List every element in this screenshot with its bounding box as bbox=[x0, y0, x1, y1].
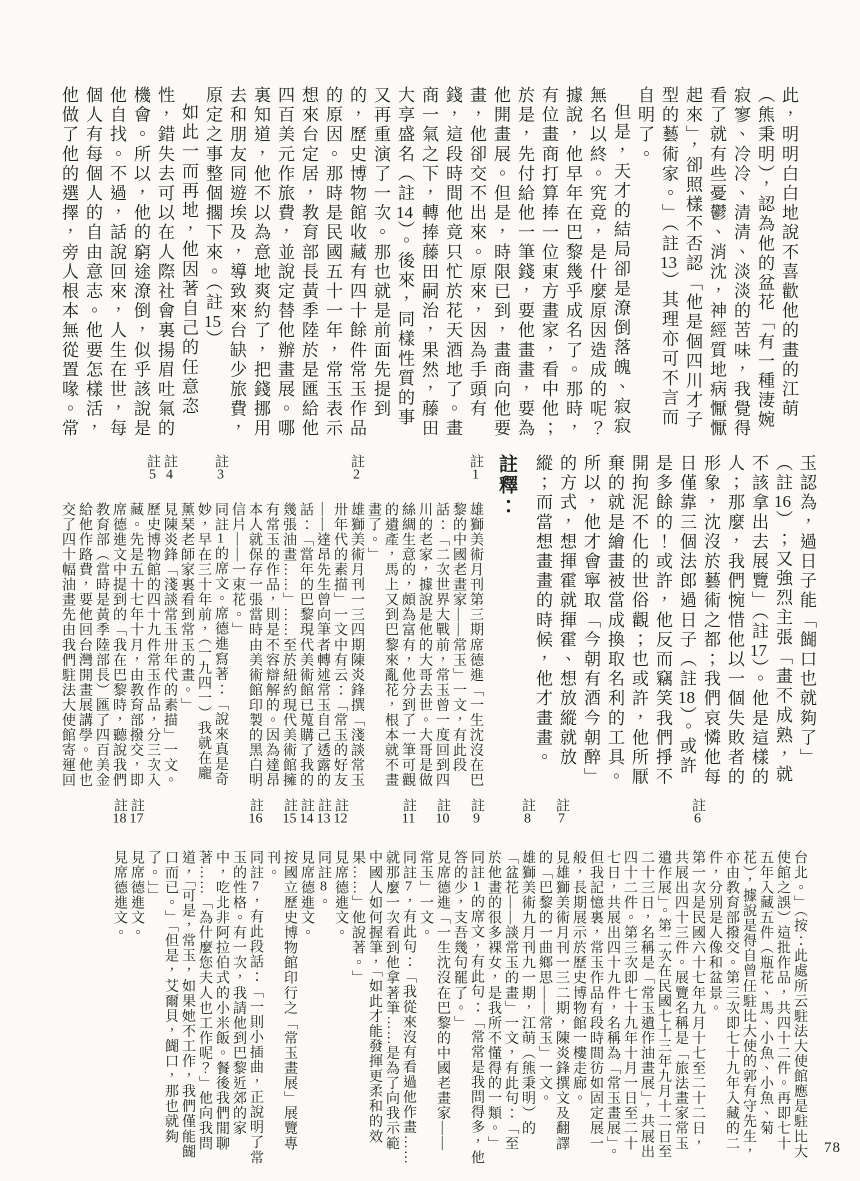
note-14 bbox=[298, 798, 315, 1166]
note-16 bbox=[145, 798, 264, 1166]
paragraph: 但是，天才的結局卻是潦倒落魄、寂寂無名以終。究竟，是什麼原因造成的呢？據說，他早年在巴黎幾乎成名了。那時，有位畫商打算捧一位東方畫家，看中他；於是，先付給他一筆錢，要他畫畫，要為他開畫展。但是，時限已到，畫商向他要畫，他卻交不出來。原來，因為手頭有錢，這段時間他竟只忙於花天酒地了。畫商一氣之下，轉捧藤田嗣治，果然，藤田大享盛名（註14）。後來，同樣性質的事又再重演了一次。那也就是前面先提到的，歷史博物館收藏有四十餘件常玉作品的原因。那時是民國五十一年，常玉表示想來台定居，教育部長黃季陸於是匯給他四百美元作旅費，並說定替他辦畫展。哪裏知道，他不以為意地爽約了，把錢挪用去和朋友同遊埃及，導致來台缺少旅費，原定之事整個擱下來。（註15） bbox=[203, 86, 630, 439]
note-text: 雄獅美術月刊第三期席德進「一生沈沒在巴黎的中國老畫家——常玉」一文，有此段話：「二次世界大戰前，常玉曾一度回到四川的老家，據說是他的大哥去世。大哥是做絲綢生意的，頗為富有，他分到了一筆可觀的遺產，馬上又到巴黎來亂花，根本就不畫畫了。」 bbox=[366, 502, 483, 788]
notes-section-header: 註釋： bbox=[496, 454, 517, 517]
note-18 bbox=[111, 798, 128, 1166]
note-text: 同註1的席文。席德進寫著：「說來真是奇妙，早在三十年前，（一九四一）我就在龐薰琹老師家裏看到常玉的畫。」 bbox=[179, 502, 228, 787]
note-6 bbox=[570, 798, 706, 1166]
note-text: 見席德進文。 bbox=[333, 850, 348, 941]
note-number: 註6 bbox=[690, 798, 705, 826]
notes-bottom-band bbox=[26, 798, 808, 1166]
note-number: 註13 bbox=[316, 798, 331, 826]
note-number: 註11 bbox=[401, 798, 416, 826]
note-number: 註12 bbox=[333, 798, 348, 826]
note-text: 按國立歷史博物館印行之「常玉畫展」展覽專刊。 bbox=[265, 850, 297, 1151]
paragraph-continued: 玉認為，過日子能「餬口也就夠了」（註16）；又強烈主張「畫不成熟，就不該拿出去展覽」（註17）。他是這樣的人；那麼，我們惋惜他以一個失敗者的形象，沈沒於藝術之都；我們哀憐他每日僅靠三個法郎過日子（註18）。或許是多餘的！或許，他反而竊笑我們掙不開拘泥不化的世俗觀；也或許，他所厭棄的就是繪畫被當成換取名利的工具。所以，他才會寧取「今朝有酒今朝醉」的方式，想揮霍就揮霍、想放縱就放縱；而當想畫畫的時候，他才畫畫。 bbox=[533, 454, 816, 788]
main-text-top-band bbox=[48, 86, 800, 442]
note-3 bbox=[178, 454, 229, 790]
note-number: 註4 bbox=[162, 454, 177, 482]
note-2 bbox=[229, 454, 365, 790]
note-text: 同註8。 bbox=[316, 850, 331, 910]
notes-middle-band bbox=[18, 454, 818, 790]
note-text: 同註7，有此段話：「一則小插曲，正說明了常玉的性格。有一次，我請他到巴黎近郊的家中，吃北非阿拉伯式的小米飯。餐後我們閒聊著……「為什麼您夫人也工作呢？」他向我問道，「可是，常玉，如果她不工作，我們僅能餬口而已。」「但是，艾爾貝，餬口，那也就夠了。」」 bbox=[146, 850, 263, 1166]
note-text: 見席德進文。 bbox=[299, 850, 314, 941]
note-text: 見席德進文。 bbox=[112, 850, 127, 941]
note-text: 同註7，有此句：「我從來沒有看過他作畫……就那麼一次看到他拿著筆……是為了向我示範中國人如何握筆，「如此才能發揮更柔和的效果……」他說著。」 bbox=[350, 850, 416, 1166]
page-number: 78 bbox=[824, 1140, 841, 1156]
note-number: 註18 bbox=[112, 798, 127, 826]
note-13 bbox=[315, 798, 332, 1166]
note-text: 見雄獅美術月刊一三二期，陳炎鋒撰文及翻譯的「巴黎的一曲鄉思——常玉」一文。 bbox=[537, 850, 569, 1151]
note-number: 註5 bbox=[145, 454, 160, 482]
note-number: 註17 bbox=[129, 798, 144, 826]
note-5-continuation: 台北。」（按：此處所云駐法大使館應是駐比大使館之誤）這批作品，共四十二件。再即七十五年入藏五件（瓶花、馬、小魚、小魚、菊花），據說是得自曾任駐比大使的郭有守先生，亦由教育部撥交。第三次即七十九年入藏的二件，分別是人像和盆景。 bbox=[707, 850, 807, 1160]
note-9 bbox=[451, 798, 485, 1166]
note-number: 註7 bbox=[554, 798, 569, 826]
note-number: 註2 bbox=[349, 454, 364, 482]
note-number: 註9 bbox=[469, 798, 484, 826]
note-text: 第一次是民國六十七年九月十七至二十二日，共展出四十三件。展覽名稱是「旅法畫家常玉遺作展」。第二次在民國七十三年九月十二日至二十三日，名稱是「常玉遺作油畫展」，共展出四十二件。第三次即七十九年十月一日至二十七日，共展出四十九件，名稱為「常玉畫展」。但我記憶裏，常玉作品有段時間彷如固定展一般，長期展示於歷史博物館一樓走廊。 bbox=[571, 850, 705, 1160]
note-15 bbox=[264, 798, 298, 1166]
note-8 bbox=[485, 798, 536, 1166]
note-text: 雄獅美術月刊一三四期陳炎鋒撰「淺談常玉卅年代的素描」一文中有云：「常玉的好友——達昂先生曾向筆者轉述常玉自己透露的話：「當年的巴黎現代美術館已蒐購了我的幾張油畫……」……至於紐約現代美術館擁有常玉的作品，則是不容辯解的。因為達昂本人就保存一張當時由美術館印製的黑白明信片——一束花。」 bbox=[230, 502, 364, 788]
note-text: 見席德進文。 bbox=[129, 850, 144, 941]
note-number: 註14 bbox=[299, 798, 314, 826]
note-number: 註1 bbox=[468, 454, 483, 482]
note-text: 見席德進「一生沈沒在巴黎的中國老畫家——常玉」一文。 bbox=[418, 850, 450, 1151]
note-5 bbox=[59, 454, 161, 790]
note-number: 註15 bbox=[282, 798, 297, 826]
note-7 bbox=[536, 798, 570, 1166]
note-1 bbox=[365, 454, 484, 790]
paragraph: 如此一而再地，他因著自己的任意恣性，錯失去可以在人際社會裏揚眉吐氣的機會。所以，他的窮途潦倒，似乎該說是他自找。不過，話說回來，人生在世，每個人有每個人的自由意志。他要怎樣活，他做了他的選擇，旁人根本無從置喙。常 bbox=[59, 86, 198, 439]
note-number: 註16 bbox=[248, 798, 263, 826]
note-text: 歷史博物館的四十九件常玉作品，分三次入藏。先是五十七年十月，由教育部撥交，即席德進文中提到的「我在巴黎時，聽說我們教育部（當時是黃季陸部長）匯了四百美金給他作路費，要他回台灣開畫展講學。他也交了四十幅油畫先由我們駐法大使館寄運回 bbox=[60, 502, 160, 788]
note-10 bbox=[417, 798, 451, 1166]
note-text: 同註1的席文，有此句：「常常是我問得多，他答的少，支吾幾句罷了。」 bbox=[452, 850, 484, 1166]
paragraph: 此，明明白白地說不喜歡他的畫的江萌（熊秉明），認為他的盆花「有一種淒婉寂寥、冷冷、清清、淡淡的苦味，我覺得看了就有些憂鬱、消沈，神經質地病懨懨起來」，卻照樣不否認「他是個四川才子型的藝術家。」（註13）其理亦可不言而自明了。 bbox=[635, 86, 798, 439]
note-4 bbox=[161, 454, 178, 790]
note-11 bbox=[349, 798, 417, 1166]
note-17 bbox=[128, 798, 145, 1166]
note-text: 雄獅美術九月刊九一期，江萌（熊秉明）的「盆花——談常玉的畫」一文，有此句：「至於他畫的很多裸女，是我所不懂得的一類。」 bbox=[486, 850, 535, 1151]
note-number: 註3 bbox=[213, 454, 228, 482]
note-number: 註8 bbox=[520, 798, 535, 826]
note-12 bbox=[332, 798, 349, 1166]
note-number: 註10 bbox=[435, 798, 450, 826]
note-text: 見陳炎鋒「淺談常玉卅年代的素描」一文。 bbox=[162, 502, 177, 788]
